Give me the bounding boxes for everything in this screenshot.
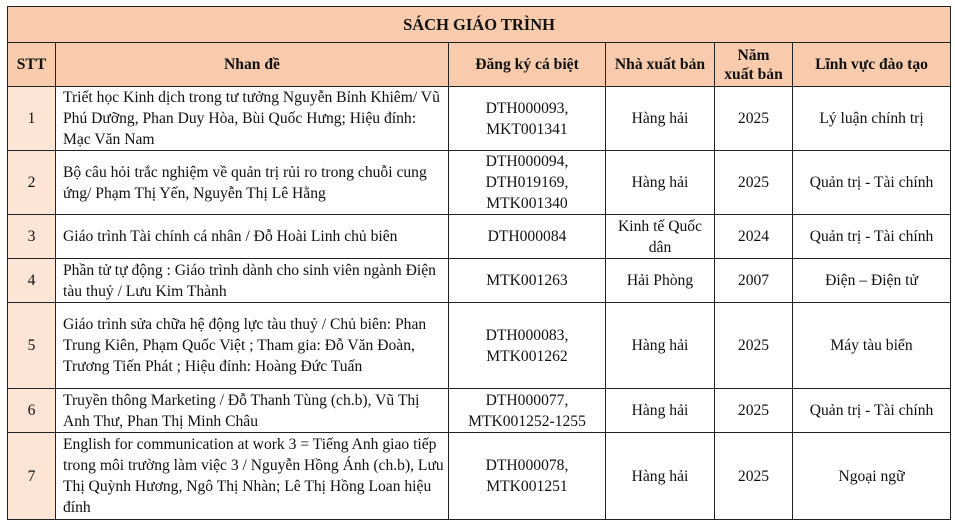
cell-stt: 7 (8, 433, 56, 520)
reg-line: DTH019169, (485, 174, 569, 191)
cell-field: Quản trị - Tài chính (793, 215, 951, 259)
cell-title: Giáo trình Tài chính cá nhân / Đỗ Hoài Linh chủ biên (56, 215, 449, 259)
cell-publisher: Hải Phòng (606, 259, 715, 303)
cell-publisher: Hàng hải (606, 151, 715, 215)
reg-line: MTK001340 (486, 195, 568, 212)
table-row (8, 215, 951, 259)
cell-stt: 6 (8, 389, 56, 433)
reg-line: DTH000083, (485, 326, 569, 344)
table-title: SÁCH GIÁO TRÌNH (8, 7, 951, 43)
cell-year: 2025 (715, 87, 793, 151)
table-row (8, 389, 951, 433)
cell-year: 2007 (715, 259, 793, 303)
reg-line: DTH000077, (485, 391, 569, 409)
header-title: Nhan đề (56, 43, 449, 87)
cell-field: Quản trị - Tài chính (793, 389, 951, 433)
cell-publisher: Kinh tế Quốc dân (606, 215, 715, 259)
cell-stt: 1 (8, 87, 56, 151)
reg-line: MTK001252-1255 (468, 412, 586, 430)
cell-title: Triết học Kinh dịch trong tư tưởng Nguyễn Bỉnh Khiêm/ Vũ Phú Dưỡng, Phan Duy Hòa, Bùi Quốc Hưng; Hiệu đính: Mạc Văn Nam (56, 87, 449, 151)
cell-stt: 4 (8, 259, 56, 303)
reg-line: DTH000078, (485, 457, 569, 474)
reg-line: DTH000084 (487, 228, 567, 245)
reg-line: MKT001341 (486, 120, 568, 138)
header-year (715, 43, 793, 87)
cell-year: 2025 (715, 389, 793, 433)
reg-line: MTK001251 (486, 478, 568, 495)
cell-field: Máy tàu biển (793, 303, 951, 389)
table-container (7, 6, 951, 520)
cell-registration (449, 303, 606, 389)
cell-field: Điện – Điện tử (793, 259, 951, 303)
reg-line: DTH000093, (485, 99, 569, 117)
table-row (8, 259, 951, 303)
header-stt: STT (8, 43, 56, 87)
cell-field: Ngoại ngữ (793, 433, 951, 520)
cell-registration (449, 389, 606, 433)
cell-field: Quản trị - Tài chính (793, 151, 951, 215)
cell-title: English for communication at work 3 = Tiếng Anh giao tiếp trong môi trường làm việc 3 / Nguyễn Hồng Ánh (ch.b), Lưu Thị Quỳnh Hương, Ngô Thị Nhàn; Lê Thị Hồng Loan hiệu đính (56, 433, 449, 520)
table-row (8, 303, 951, 389)
table-row (8, 151, 951, 215)
table-row (8, 87, 951, 151)
header-field: Lĩnh vực đào tạo (793, 43, 951, 87)
cell-publisher: Hàng hải (606, 87, 715, 151)
header-year-line2: xuất bản (724, 65, 783, 83)
cell-year: 2025 (715, 151, 793, 215)
cell-registration (449, 259, 606, 303)
cell-publisher: Hàng hải (606, 389, 715, 433)
reg-line: MTK001263 (486, 272, 568, 289)
header-year-line1: Năm (737, 46, 770, 64)
cell-registration (449, 215, 606, 259)
cell-stt: 2 (8, 151, 56, 215)
cell-registration (449, 433, 606, 520)
cell-publisher: Hàng hải (606, 433, 715, 520)
reg-line: MTK001262 (486, 347, 568, 365)
cell-publisher: Hàng hải (606, 303, 715, 389)
cell-year: 2025 (715, 433, 793, 520)
cell-stt: 5 (8, 303, 56, 389)
table-row (8, 433, 951, 520)
cell-title: Bộ câu hỏi trắc nghiệm về quản trị rủi ro trong chuỗi cung ứng/ Phạm Thị Yến, Nguyễn Thị Lê Hằng (56, 151, 449, 215)
header-publisher: Nhà xuất bản (606, 43, 715, 87)
cell-registration (449, 151, 606, 215)
header-registration: Đăng ký cá biệt (449, 43, 606, 87)
cell-title: Phần tử tự động : Giáo trình dành cho sinh viên ngành Điện tàu thuỷ / Lưu Kim Thành (56, 259, 449, 303)
cell-year: 2025 (715, 303, 793, 389)
cell-stt: 3 (8, 215, 56, 259)
cell-field: Lý luận chính trị (793, 87, 951, 151)
cell-title: Truyền thông Marketing / Đỗ Thanh Tùng (ch.b), Vũ Thị Anh Thư, Phan Thị Minh Châu (56, 389, 449, 433)
cell-year: 2024 (715, 215, 793, 259)
textbook-table (7, 6, 951, 520)
cell-title: Giáo trình sửa chữa hệ động lực tàu thuỷ / Chủ biên: Phan Trung Kiên, Phạm Quốc Việt ; Tham gia: Đỗ Văn Đoàn, Trương Tiến Phát ; Hiệu đính: Hoàng Đức Tuấn (56, 303, 449, 389)
reg-line: DTH000094, (485, 153, 569, 170)
cell-registration (449, 87, 606, 151)
